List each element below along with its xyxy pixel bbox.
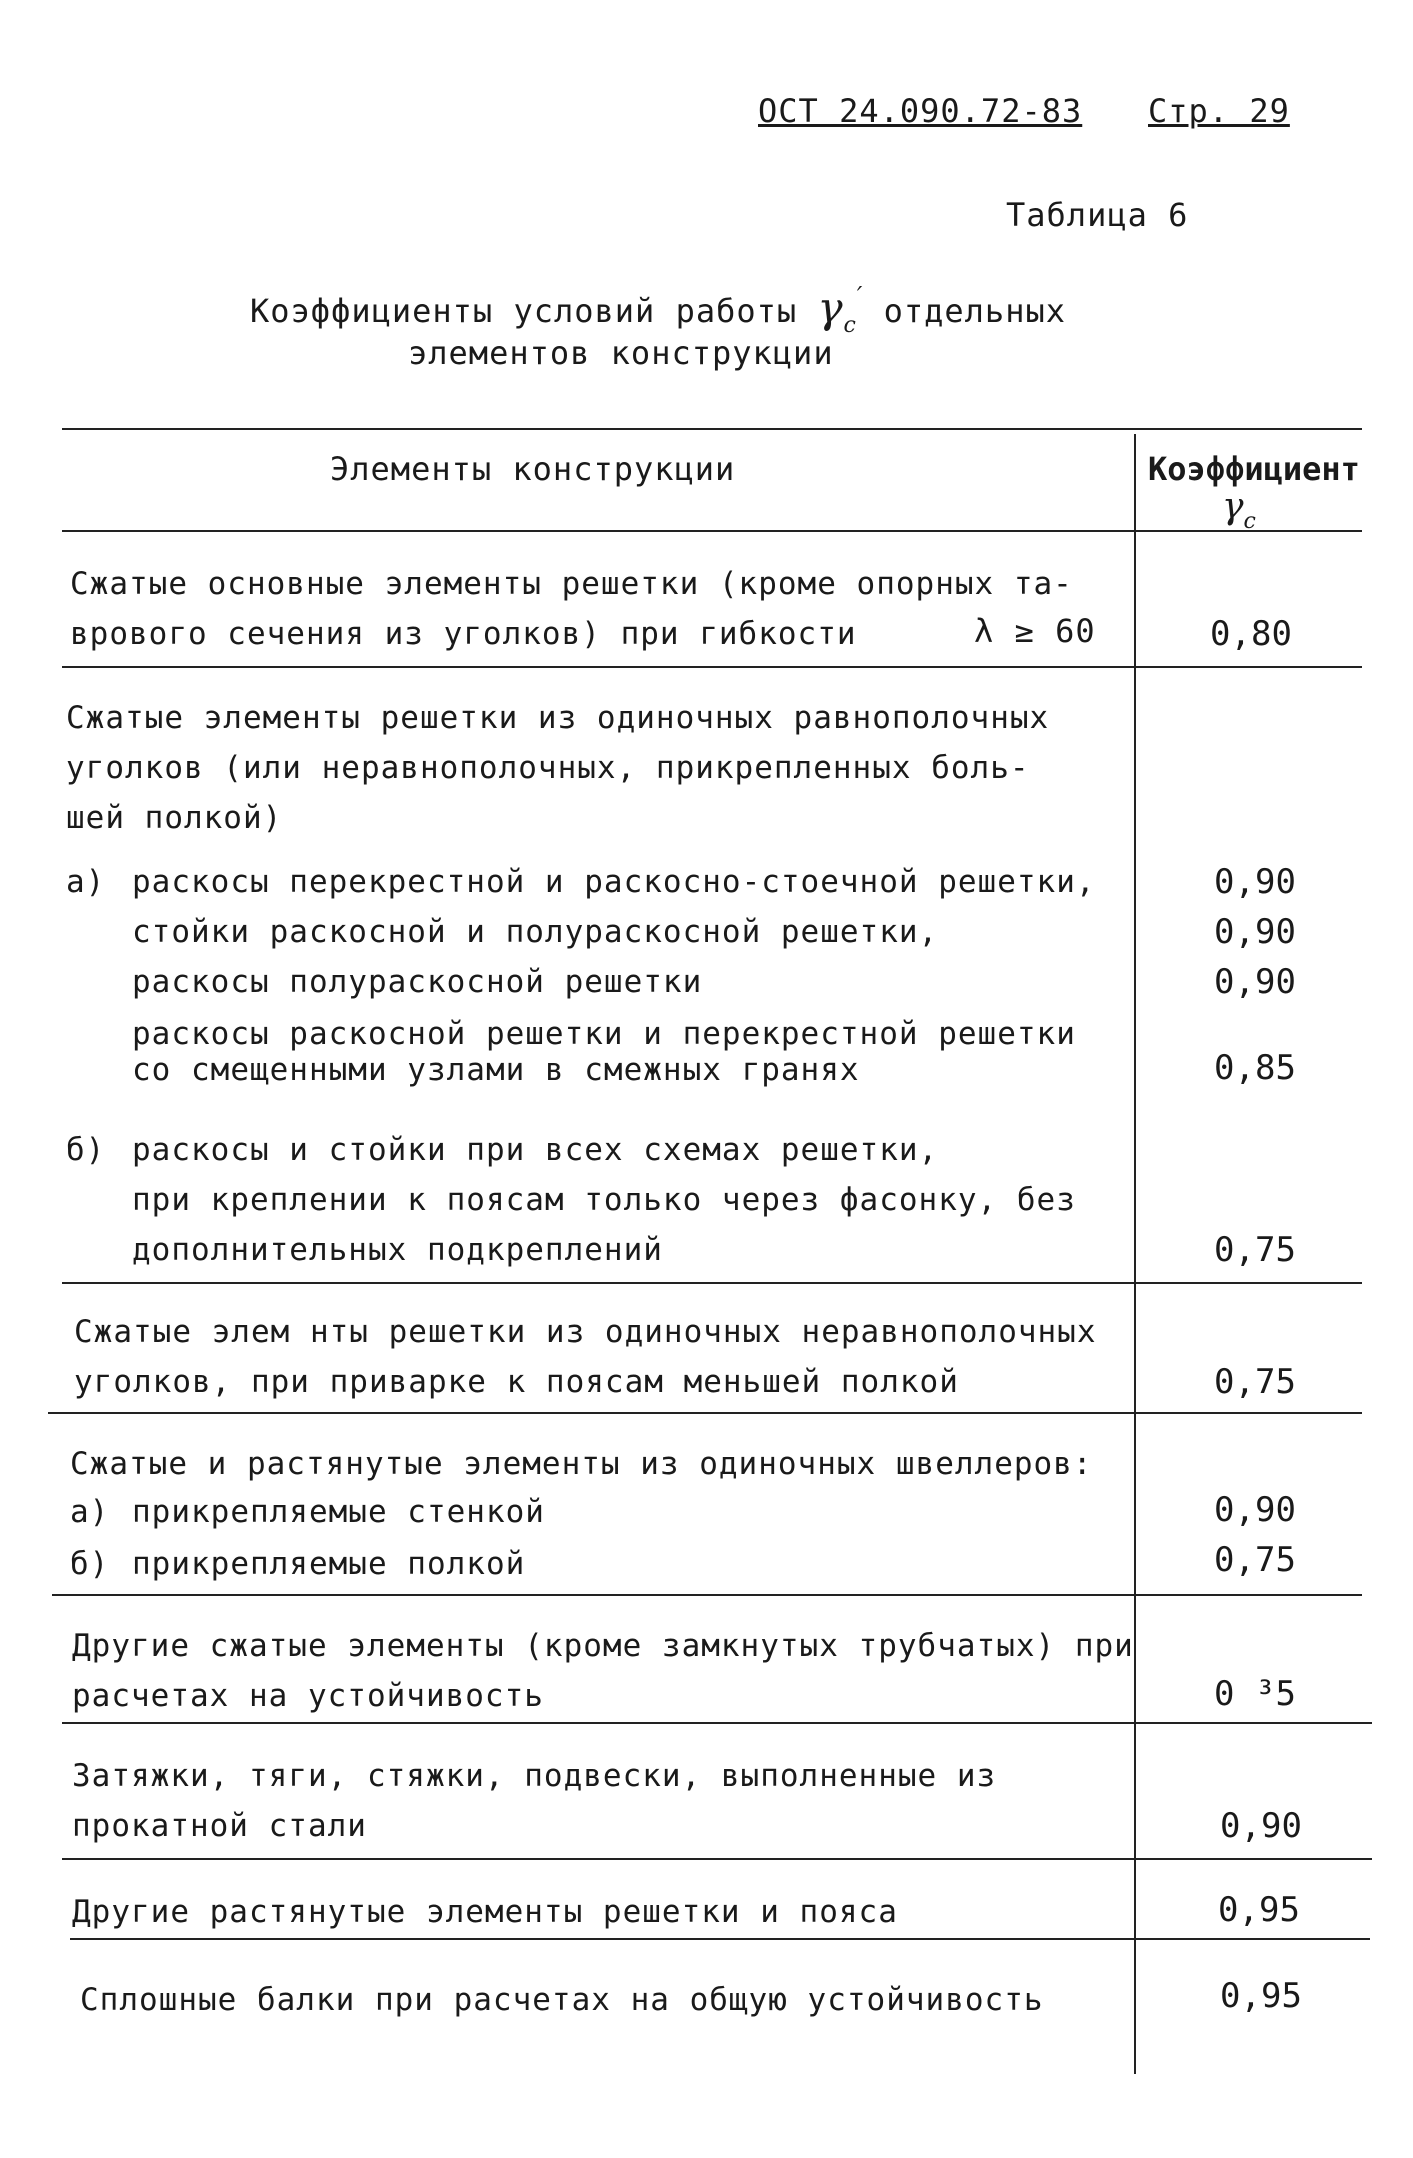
row-1-line-2: врового сечения из уголков) при гибкости	[70, 616, 857, 652]
row-4b-text: прикрепляемые полкой	[132, 1546, 526, 1582]
column-header-gamma-letter: γ	[1222, 486, 1244, 527]
row-2a2-value: 0,90	[1214, 912, 1296, 952]
row-3-line-1: Сжатые элем нты решетки из одиночных неравнополочных	[74, 1314, 1097, 1350]
row-2b-line-2: при креплении к поясам только через фасонку, без	[132, 1182, 1076, 1218]
row-divider	[48, 1412, 1362, 1414]
gamma-subscript: c	[843, 313, 857, 338]
row-1-line-1: Сжатые основные элементы решетки (кроме опорных та-	[70, 566, 1073, 602]
gamma-prime: ′	[856, 282, 864, 310]
table-caption: Таблица 6	[1006, 196, 1189, 234]
row-1-value: 0,80	[1210, 614, 1292, 654]
header-bottom-rule	[62, 530, 1362, 532]
page-number: Стр. 29	[1148, 92, 1290, 130]
row-2a4-line-1: раскосы раскосной решетки и перекрестной решетки	[132, 1016, 1076, 1052]
row-6-line-1: Затяжки, тяги, стяжки, подвески, выполненные из	[72, 1758, 997, 1794]
row-5-value: 0 ³5	[1214, 1674, 1296, 1714]
row-6-value: 0,90	[1220, 1806, 1302, 1846]
row-4b-value: 0,75	[1214, 1540, 1296, 1580]
row-divider	[62, 1858, 1372, 1860]
gamma-letter: γ	[817, 283, 844, 332]
column-header-coefficient: Коэффициент	[1148, 450, 1360, 488]
row-5-line-2: расчетах на устойчивость	[72, 1678, 544, 1714]
row-2-line-1: Сжатые элементы решетки из одиночных равнополочных	[66, 700, 1050, 736]
row-divider	[52, 1594, 1362, 1596]
row-4a-text: прикрепляемые стенкой	[132, 1494, 545, 1530]
column-header-gamma-subscript: c	[1243, 509, 1256, 534]
title-text-before-symbol: Коэффициенты условий работы	[250, 292, 798, 330]
gamma-symbol	[817, 282, 864, 338]
row-2-line-3: шей полкой)	[66, 800, 283, 836]
row-2b-value: 0,75	[1214, 1230, 1296, 1270]
row-2a-value: 0,90	[1214, 862, 1296, 902]
row-3-line-2: уголков, при приварке к поясам меньшей полкой	[74, 1364, 959, 1400]
item-a-marker-4: а)	[70, 1494, 110, 1530]
row-2b-line-1: раскосы и стойки при всех схемах решетки,	[132, 1132, 939, 1168]
row-2a3-text: раскосы полураскосной решетки	[132, 964, 703, 1000]
item-b-marker: б)	[66, 1132, 106, 1168]
row-3-value: 0,75	[1214, 1362, 1296, 1402]
row-divider	[62, 1722, 1372, 1724]
row-7-line-1: Другие растянутые элементы решетки и пояса	[72, 1894, 898, 1930]
row-8-value: 0,95	[1220, 1976, 1302, 2016]
column-header-elements: Элементы конструкции	[330, 450, 736, 488]
row-1-condition: λ ≥ 60	[974, 612, 1096, 650]
row-2a4-value: 0,85	[1214, 1048, 1296, 1088]
row-2a-text: раскосы перекрестной и раскосно-стоечной решетки,	[132, 864, 1096, 900]
item-b-marker-4: б)	[70, 1546, 110, 1582]
row-4a-value: 0,90	[1214, 1490, 1296, 1530]
row-2a3-value: 0,90	[1214, 962, 1296, 1002]
row-divider	[70, 1938, 1370, 1940]
row-2b-line-3: дополнительных подкреплений	[132, 1232, 663, 1268]
row-2a4-line-2: со смещенными узлами в смежных гранях	[132, 1052, 860, 1088]
title-text-after-symbol: отдельных	[883, 292, 1066, 330]
column-divider	[1134, 434, 1136, 2074]
column-header-gamma	[1222, 486, 1256, 534]
row-7-value: 0,95	[1218, 1890, 1300, 1930]
row-5-line-1: Другие сжатые элементы (кроме замкнутых трубчатых) при	[72, 1628, 1134, 1664]
row-8-line-1: Сплошные балки при расчетах на общую устойчивость	[80, 1982, 1044, 2018]
row-4-line-1: Сжатые и растянутые элементы из одиночных швеллеров:	[70, 1446, 1093, 1482]
row-2a2-text: стойки раскосной и полураскосной решетки,	[132, 914, 939, 950]
document-number: ОСТ 24.090.72-83	[758, 92, 1083, 130]
row-2-line-2: уголков (или неравнополочных, прикрепленных боль-	[66, 750, 1030, 786]
row-6-line-2: прокатной стали	[72, 1808, 367, 1844]
row-divider	[62, 666, 1362, 668]
table-title-line1	[250, 282, 1066, 338]
table-top-rule	[62, 428, 1362, 430]
item-a-marker: а)	[66, 864, 106, 900]
table-title-line2: элементов конструкции	[408, 334, 834, 372]
row-divider	[62, 1282, 1362, 1284]
